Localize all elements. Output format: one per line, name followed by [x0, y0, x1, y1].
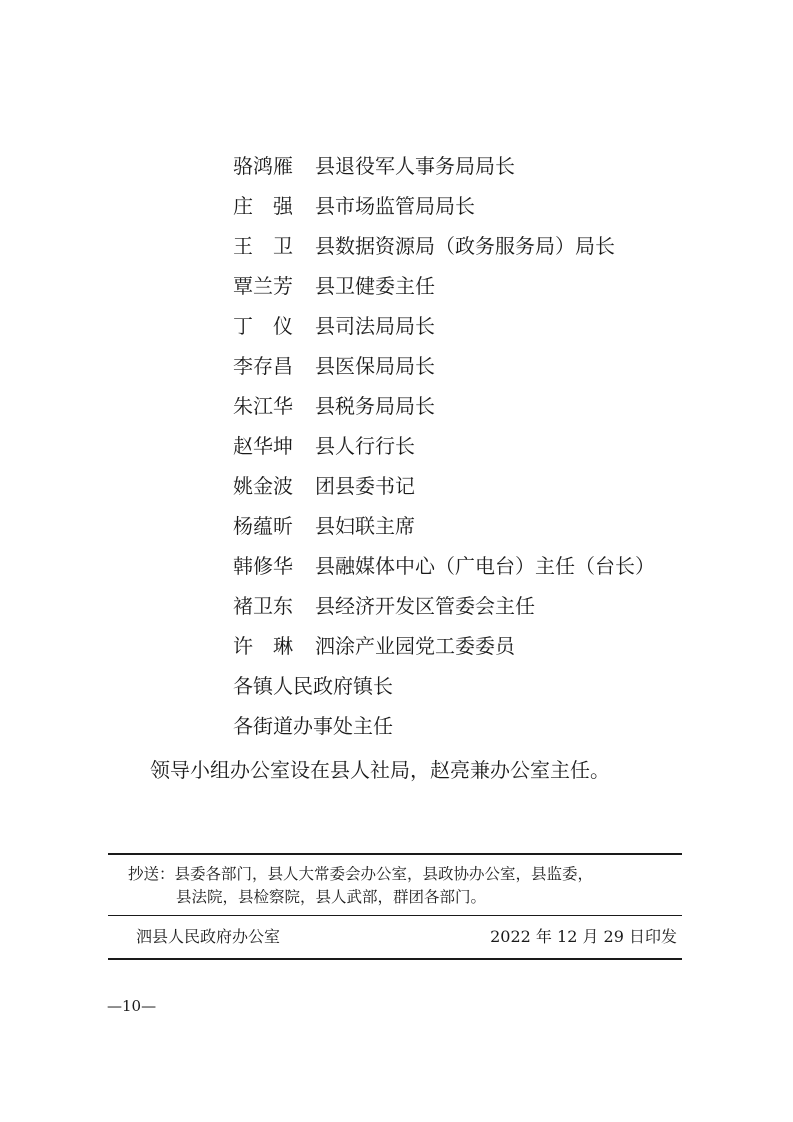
member-title: 县卫健委主任 [315, 274, 435, 298]
member-row [233, 466, 753, 506]
office-note: 领导小组办公室设在县人社局，赵亮兼办公室主任。 [150, 758, 610, 782]
member-title: 县人行行长 [315, 434, 415, 458]
member-row [233, 626, 753, 666]
member-title: 县经济开发区管委会主任 [315, 594, 535, 618]
member-name: 丁 仪 [233, 314, 293, 338]
page-number: —10— [107, 997, 157, 1015]
member-row [233, 506, 753, 546]
member-list [233, 146, 753, 746]
member-row [233, 426, 753, 466]
member-name: 庄 强 [233, 194, 293, 218]
member-title: 泗涂产业园党工委委员 [315, 634, 515, 658]
member-name: 朱江华 [233, 394, 293, 418]
member-row [233, 146, 753, 186]
member-name: 姚金波 [233, 474, 293, 498]
cc-top-rule [108, 853, 682, 855]
member-title: 县司法局局长 [315, 314, 435, 338]
cc-line-2: 县法院，县检察院，县人武部，群团各部门。 [176, 888, 487, 906]
member-name: 许 琳 [233, 634, 293, 658]
member-title: 县融媒体中心（广电台）主任（台长） [315, 554, 655, 578]
member-extra-line: 各镇人民政府镇长 [233, 674, 393, 698]
member-row [233, 546, 753, 586]
member-name: 覃兰芳 [233, 274, 293, 298]
member-name: 褚卫东 [233, 594, 293, 618]
member-row [233, 186, 753, 226]
issuing-office: 泗县人民政府办公室 [136, 927, 281, 946]
member-row [233, 346, 753, 386]
member-row [233, 386, 753, 426]
member-row [233, 266, 753, 306]
member-row [233, 226, 753, 266]
member-title: 县妇联主席 [315, 514, 415, 538]
member-title: 县退役军人事务局局长 [315, 154, 515, 178]
issue-date: 2022 年 12 月 29 日印发 [490, 927, 677, 946]
member-name: 韩修华 [233, 554, 293, 578]
member-name: 杨蕴昕 [233, 514, 293, 538]
footer-bottom-rule [108, 958, 682, 960]
member-row [233, 306, 753, 346]
member-extra-line: 各街道办事处主任 [233, 714, 393, 738]
cc-block [128, 863, 680, 909]
cc-bottom-rule [108, 915, 682, 916]
member-name: 骆鸿雁 [233, 154, 293, 178]
member-name: 李存昌 [233, 354, 293, 378]
member-title: 县医保局局长 [315, 354, 435, 378]
cc-line-1: 抄送：县委各部门，县人大常委会办公室，县政协办公室，县监委， [128, 865, 594, 883]
member-name: 王 卫 [233, 234, 293, 258]
member-title: 县数据资源局（政务服务局）局长 [315, 234, 615, 258]
member-title: 县税务局局长 [315, 394, 435, 418]
member-title: 团县委书记 [315, 474, 415, 498]
member-name: 赵华坤 [233, 434, 293, 458]
member-title: 县市场监管局局长 [315, 194, 475, 218]
member-row [233, 586, 753, 626]
